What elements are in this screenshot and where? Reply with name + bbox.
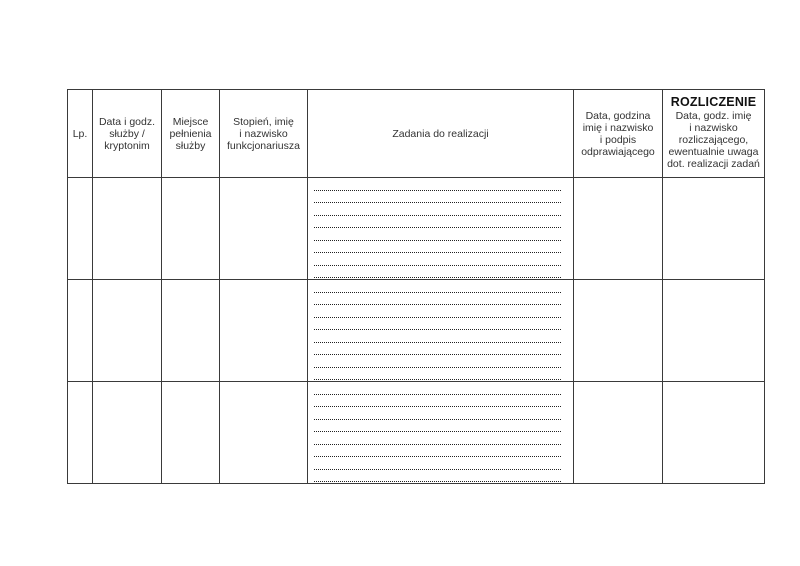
dotted-write-line[interactable] [314,305,561,318]
lp-cell[interactable] [68,382,93,484]
dotted-write-line[interactable] [314,253,561,266]
data-godzina-cell[interactable] [574,178,663,280]
dotted-write-line[interactable] [314,470,561,483]
zadania-cell[interactable] [308,178,574,280]
data-godzina-cell[interactable] [574,280,663,382]
dotted-write-line[interactable] [314,191,561,204]
table-row [68,178,765,280]
miejsce-cell[interactable] [162,280,220,382]
service-tasks-table [67,89,765,484]
dotted-write-line[interactable] [314,178,561,191]
dotted-write-line[interactable] [314,266,561,279]
rozliczenie-title: ROZLICZENIE [670,95,757,109]
data-godz-cell[interactable] [93,382,162,484]
stopien-cell[interactable] [220,178,308,280]
rozliczenie-cell[interactable] [663,178,765,280]
data-godz-cell[interactable] [93,280,162,382]
dotted-write-line[interactable] [314,432,561,445]
dotted-write-line[interactable] [314,407,561,420]
dotted-write-line[interactable] [314,293,561,306]
lp-cell[interactable] [68,178,93,280]
header-row [68,90,765,178]
header-stopien-imie-nazwisko: Stopień, imię i nazwisko funkcjonariusza [220,90,308,178]
dotted-write-line[interactable] [314,355,561,368]
header-miejsce-pelnienia-sluzby: Miejsce pełnienia służby [162,90,220,178]
zadania-cell[interactable] [308,280,574,382]
table-row [68,280,765,382]
dotted-write-line[interactable] [314,280,561,293]
dotted-write-line[interactable] [314,420,561,433]
dotted-write-line[interactable] [314,228,561,241]
table-row [68,382,765,484]
dotted-write-line[interactable] [314,203,561,216]
miejsce-cell[interactable] [162,382,220,484]
header-zadania-do-realizacji: Zadania do realizacji [308,90,574,178]
stopien-cell[interactable] [220,280,308,382]
table-body [68,178,765,484]
dotted-write-line[interactable] [314,382,561,395]
header-data-godzina-odprawiajacego: Data, godzina imię i nazwisko i podpis odprawiającego [574,90,663,178]
header-data-godz-sluzby: Data i godz. służby / kryptonim [93,90,162,178]
miejsce-cell[interactable] [162,178,220,280]
rozliczenie-cell[interactable] [663,280,765,382]
data-godzina-cell[interactable] [574,382,663,484]
stopien-cell[interactable] [220,382,308,484]
dotted-write-line[interactable] [314,445,561,458]
dotted-write-line[interactable] [314,395,561,408]
dotted-write-line[interactable] [314,330,561,343]
lp-cell[interactable] [68,280,93,382]
dotted-write-line[interactable] [314,318,561,331]
zadania-cell[interactable] [308,382,574,484]
dotted-write-line[interactable] [314,343,561,356]
data-godz-cell[interactable] [93,178,162,280]
dotted-write-line[interactable] [314,368,561,381]
dotted-write-line[interactable] [314,457,561,470]
header-lp: Lp. [68,90,93,178]
dotted-write-line[interactable] [314,241,561,254]
dotted-write-line[interactable] [314,216,561,229]
rozliczenie-cell[interactable] [663,382,765,484]
header-rozliczenie: ROZLICZENIE Data, godz. imię i nazwisko rozliczającego, ewentualnie uwaga dot. realizacji zadań [663,90,765,178]
